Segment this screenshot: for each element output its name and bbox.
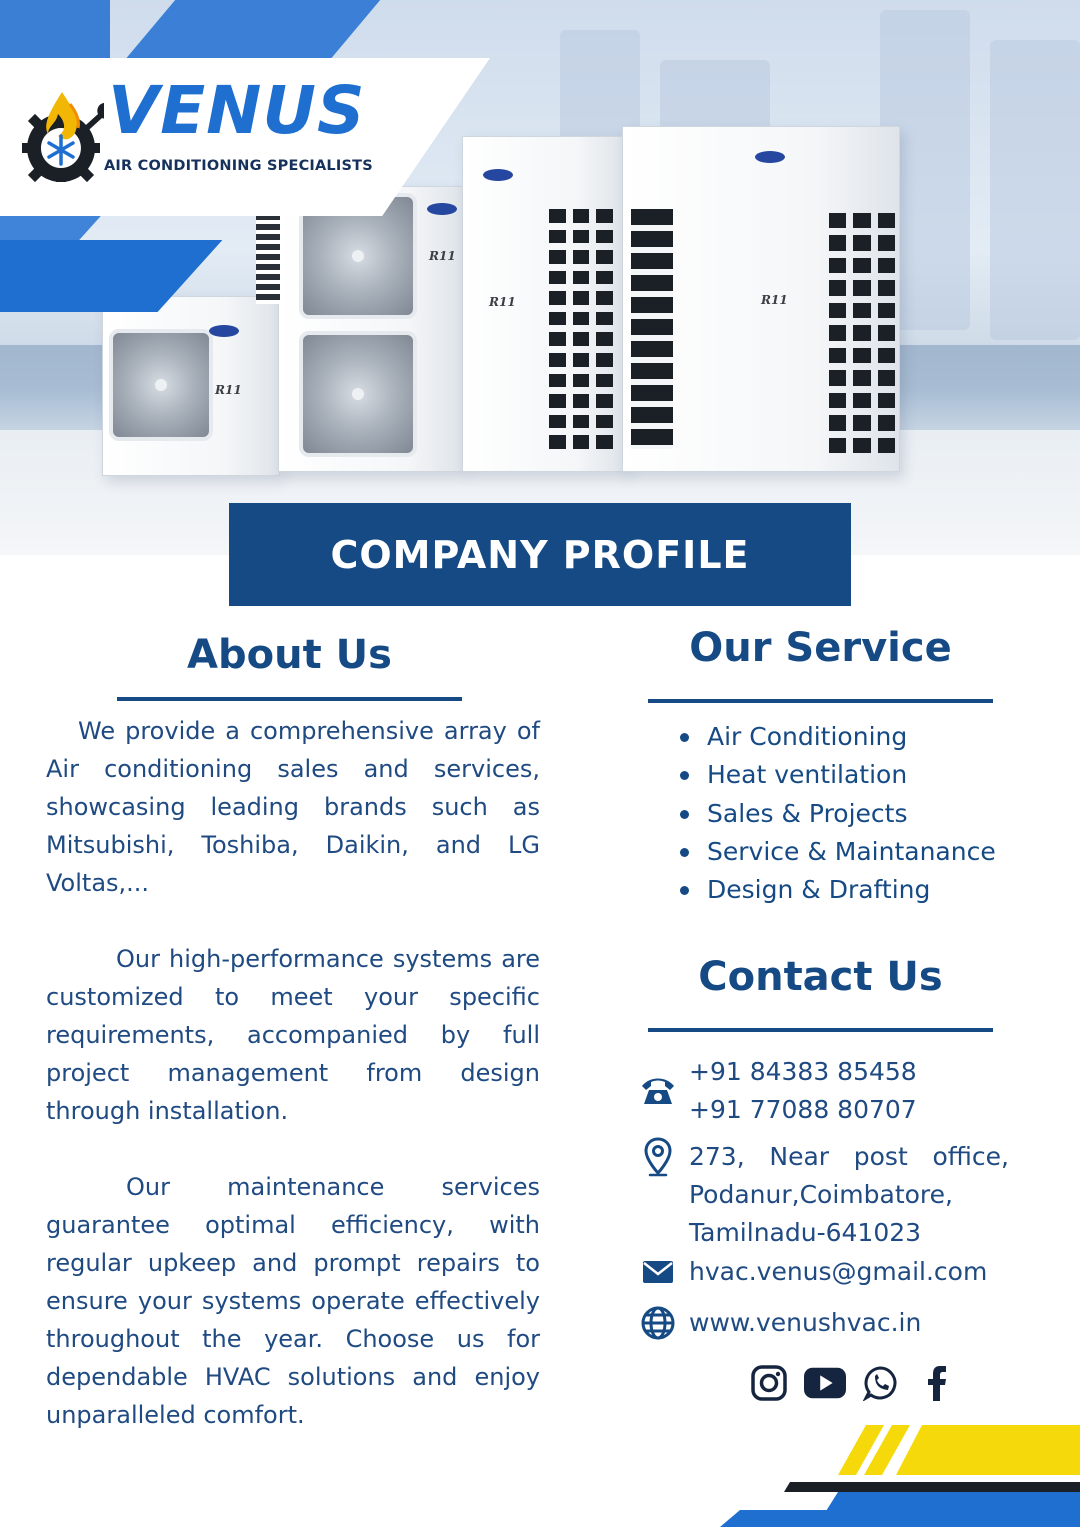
fan-grille — [109, 329, 213, 441]
about-paragraph-text: Our high-performance systems are customized to meet your specific requirements, accompanied by full project management from design through installation. — [46, 945, 540, 1125]
background-building — [990, 40, 1080, 340]
list-item: Sales & Projects — [676, 795, 996, 833]
website-link[interactable]: www.venushvac.in — [689, 1308, 922, 1337]
unit-mark: R11 — [215, 383, 242, 397]
facebook-icon[interactable] — [916, 1362, 958, 1404]
about-paragraph — [46, 1168, 540, 1434]
envelope-icon — [638, 1253, 678, 1291]
address-text: 273, Near post office, Podanur,Coimbatore, Tamilnadu-641023 — [689, 1142, 1009, 1247]
page-title: COMPANY PROFILE — [330, 532, 750, 577]
phone-icon — [638, 1053, 678, 1129]
brand-badge — [427, 203, 457, 215]
about-paragraph — [46, 940, 540, 1130]
phone-number[interactable]: +91 77088 80707 — [689, 1095, 917, 1124]
ac-unit-double — [278, 186, 464, 472]
phone-numbers — [689, 1053, 917, 1129]
brand-badge — [209, 325, 239, 337]
brand-name: VENUS — [108, 72, 366, 149]
contact-email — [638, 1253, 987, 1291]
ac-unit-tall — [622, 126, 900, 472]
contact-heading: Contact Us — [698, 954, 943, 1000]
decorative-stripe — [0, 0, 110, 60]
about-paragraph-text: Our maintenance services guarantee optimal efficiency, with regular upkeep and prompt repairs to ensure your systems operate effectively throughout the year. Choose us for dependable HVAC solutions and enjoy unparalleled comfort. — [46, 1173, 540, 1429]
unit-mark: R11 — [489, 295, 516, 309]
title-bar — [229, 503, 851, 606]
about-rule — [117, 697, 462, 701]
decorative-stripes — [720, 1420, 1080, 1527]
unit-mark: R11 — [429, 249, 456, 263]
about-text — [46, 712, 540, 1434]
unit-mark: R11 — [761, 293, 788, 307]
decorative-stripe — [125, 0, 380, 60]
side-vent — [256, 214, 280, 304]
ac-unit-small — [102, 296, 280, 476]
about-heading: About Us — [187, 632, 392, 678]
list-item: Heat ventilation — [676, 756, 996, 794]
hero-banner — [0, 0, 1080, 555]
brand-tagline: AIR CONDITIONING SPECIALISTS — [104, 158, 373, 174]
about-paragraph — [46, 712, 540, 902]
instagram-icon[interactable] — [748, 1362, 790, 1404]
services-rule — [648, 699, 993, 703]
decorative-stripe — [0, 215, 102, 241]
about-paragraph-text: We provide a comprehensive array of Air conditioning sales and services, showcasing leading brands such as Mitsubishi, Toshiba, Daikin, and LG Voltas,... — [46, 717, 540, 897]
phone-number[interactable]: +91 84383 85458 — [689, 1057, 917, 1086]
brand-badge — [755, 151, 785, 163]
services-heading: Our Service — [689, 625, 952, 671]
youtube-icon[interactable] — [804, 1362, 846, 1404]
contact-rule — [648, 1028, 993, 1032]
vent-grille — [549, 209, 613, 449]
email-link[interactable]: hvac.venus@gmail.com — [689, 1257, 988, 1286]
social-links — [748, 1362, 958, 1404]
globe-icon — [638, 1304, 678, 1342]
vent-grille — [829, 213, 895, 453]
fan-grille — [299, 331, 417, 457]
gear-flame-snowflake-logo — [18, 90, 104, 186]
services-list — [676, 718, 996, 909]
whatsapp-icon[interactable] — [860, 1362, 902, 1404]
vent-grille — [631, 209, 673, 449]
location-pin-icon — [638, 1138, 678, 1176]
contact-phone — [638, 1053, 917, 1129]
contact-address — [638, 1138, 1009, 1252]
list-item: Service & Maintanance — [676, 833, 996, 871]
brand-badge — [483, 169, 513, 181]
list-item: Design & Drafting — [676, 871, 996, 909]
ac-unit-tall — [462, 136, 627, 472]
list-item: Air Conditioning — [676, 718, 996, 756]
contact-website — [638, 1304, 921, 1342]
